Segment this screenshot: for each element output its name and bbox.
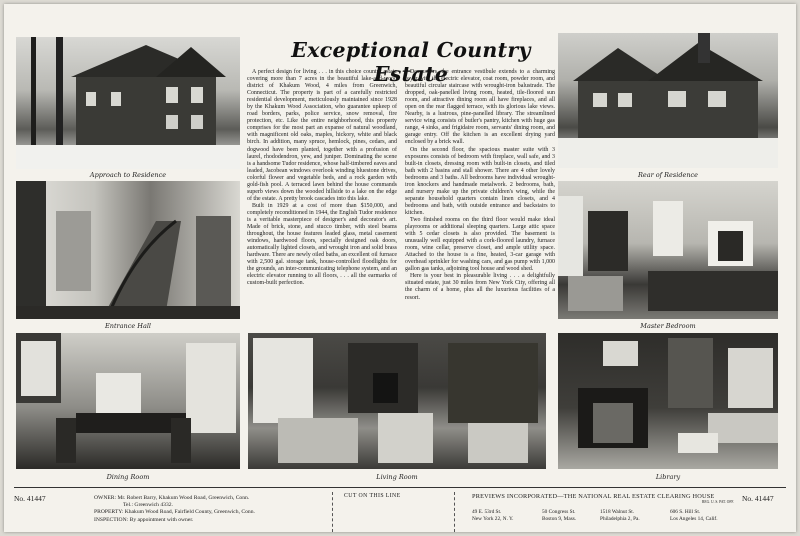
office-street: 49 E. 53rd St. <box>472 509 502 515</box>
trademark-note: REG. U. S. PAT. OFF. <box>702 500 734 504</box>
office-los-angeles <box>670 509 718 523</box>
office-street: 1518 Walnut St. <box>600 509 635 515</box>
office-ny <box>472 509 514 523</box>
cut-on-this-line: CUT ON THIS LINE <box>344 493 401 499</box>
photo-living-room <box>248 333 546 469</box>
paragraph: Downstairs, the entrance vestibule extends to a charming foyer with the electric elevator, coat room, powder room, and beautiful circular staircase with wrought-iron balustrade. The dropped, oak-panelled living room, heated, tile-floored sun room, and attractive dining room all have fireplaces, and all open on the rear flagged terrace, with its glorious lake views. Nearby, is a lustrous, pine-panelled library. The streamlined service wing consists of butler's pantry, kitchen with huge gas range, 4 sinks, and frigidaire room, servants' dining room, and garage entry. Off the kitchen is an excellent drying yard enclosed by a brick wall. <box>405 69 555 146</box>
cut-line-right <box>454 492 455 532</box>
text-column-right <box>405 69 555 314</box>
caption-living-room: Living Room <box>376 473 418 481</box>
text-column-left <box>247 69 397 314</box>
photo-approach <box>16 37 240 169</box>
caption-library: Library <box>655 473 681 481</box>
caption-rear: Rear of Residence <box>637 171 698 179</box>
paragraph: A perfect design for living . . . in this choice country estate covering more than 7 acres in the beautiful lake-and-wood district of Khakum Wood, 4 miles from Greenwich, Connecticut. The property is part of a carefully restricted residential development, meticulously maintained since 1928 by the Khakum Wood Association, who guarantee upkeep of road borders, parks, police service, snow removal, fire protection, etc. Like the entire neighborhood, this property comprises for the most part an expanse of natural woodland, with magnificent old oaks, maples, hickory, white and black birch. In addition, many spruce, hemlock, pines, cedars, and dogwood have been planted, together with a profusion of laurel, rhododendron, yew, and juniper. Dominating the scene is a handsome Tudor residence, whose half-timbered eaves and leaded, Jacobean windows overlook winding bluestone drives, colorful flower and vegetable beds, and a rock garden with gold-fish pool. A terraced lawn behind the house commands superb views down the wooded hillside to a lake on the edge of the estate. A pretty brook cascades into this lake. <box>247 69 397 202</box>
office-city: Boston 9, Mass. <box>542 515 577 522</box>
brochure-page <box>4 4 796 532</box>
photo-master-bedroom <box>558 181 778 319</box>
office-street: 606 S. Hill St. <box>670 509 701 515</box>
office-street: 50 Congress St. <box>542 509 576 515</box>
caption-entrance-hall: Entrance Hall <box>105 322 151 330</box>
owner-info <box>94 495 255 524</box>
office-city: Philadelphia 2, Pa. <box>600 515 640 522</box>
photo-dining-room <box>16 333 240 469</box>
paragraph: Two finished rooms on the third floor would make ideal playrooms or additional sleeping quarters. Large attic space with 5 cedar closets is also provided. The basement is unusually well equipped with a cork-floored laundry, furnace room, wine cellar, preserve closet, and ample utility space. Attached to the house is a fine, heated, 3-car garage with overhead sprinkler for washing cars, and gas pump with 1,000 gallon gas tanks, adjoining tool house and wood shed. <box>405 216 555 273</box>
photo-library <box>558 333 778 469</box>
listing-number-left: No. 41447 <box>14 494 46 503</box>
office-philadelphia <box>600 509 640 523</box>
photo-entrance-hall <box>16 181 240 319</box>
paragraph: Here is your best in pleasurable living . . . a delightfully situated estate, just 30 miles from New York City, offering all the charm of a home, plus all the luxurious facilities of a resort. <box>405 273 555 301</box>
caption-master-bedroom: Master Bedroom <box>640 322 696 330</box>
inspection-line: INSPECTION: By appointment with owner. <box>94 516 194 523</box>
owner-line: OWNER: Mr. Robert Barry, Khakum Wood Road, Greenwich, Conn. <box>94 495 250 501</box>
office-city: New York 22, N. Y. <box>472 515 514 522</box>
cut-line-left <box>332 492 333 532</box>
paragraph: On the second floor, the spacious master suite with 3 exposures consists of bedroom with fireplace, wall safe, and 3 built-in closets, dressing room with built-in closets, and tiled bath with 2 basins and stall shower. There are 4 other lovely bedrooms and 3 baths. All bedrooms have individual wrought-iron knockers and handmade metalwork. 2 bedrooms, bath, and nursery make up the private children's wing, while the separate household quarters contain linen closets, and 4 bedrooms and bath, with outside entrance and backstairs to kitchen. <box>405 146 555 216</box>
property-line: PROPERTY: Khakum Wood Road, Fairfield County, Greenwich, Conn. <box>94 509 255 516</box>
photo-rear <box>558 33 778 168</box>
tel-line: Tel.: Greenwich 4332. <box>123 501 173 508</box>
page-title: Exceptional Country Estate <box>291 38 531 86</box>
caption-approach: Approach to Residence <box>89 171 167 179</box>
footer <box>14 487 786 536</box>
office-boston <box>542 509 576 523</box>
caption-dining-room: Dining Room <box>106 473 150 481</box>
office-city: Los Angeles 14, Calif. <box>670 515 718 522</box>
company-name: PREVIEWS INCORPORATED—THE NATIONAL REAL ESTATE CLEARING HOUSE <box>472 493 715 500</box>
listing-number-right: No. 41447 <box>742 494 774 503</box>
paragraph: Built in 1929 at a cost of more than $150,000, and completely reconditioned in 1944, the English Tudor residence is a veritable masterpiece of designer's and decorator's art. Made of brick, stone, and stucco timber, with steel beams throughout, the house features leaded glass, metal casement windows, hardwood floors, specially designed oak doors, automatically lighted closets, and wrought iron and solid brass hardware. There are newly oiled baths, an excellent oil furnace with 2,500 gal. storage tank, house-controlled floodlights for the grounds, an inter-communicating telephone system, and an electric elevator running to all floors, . . . all the earmarks of custom-built perfection. <box>247 202 397 287</box>
